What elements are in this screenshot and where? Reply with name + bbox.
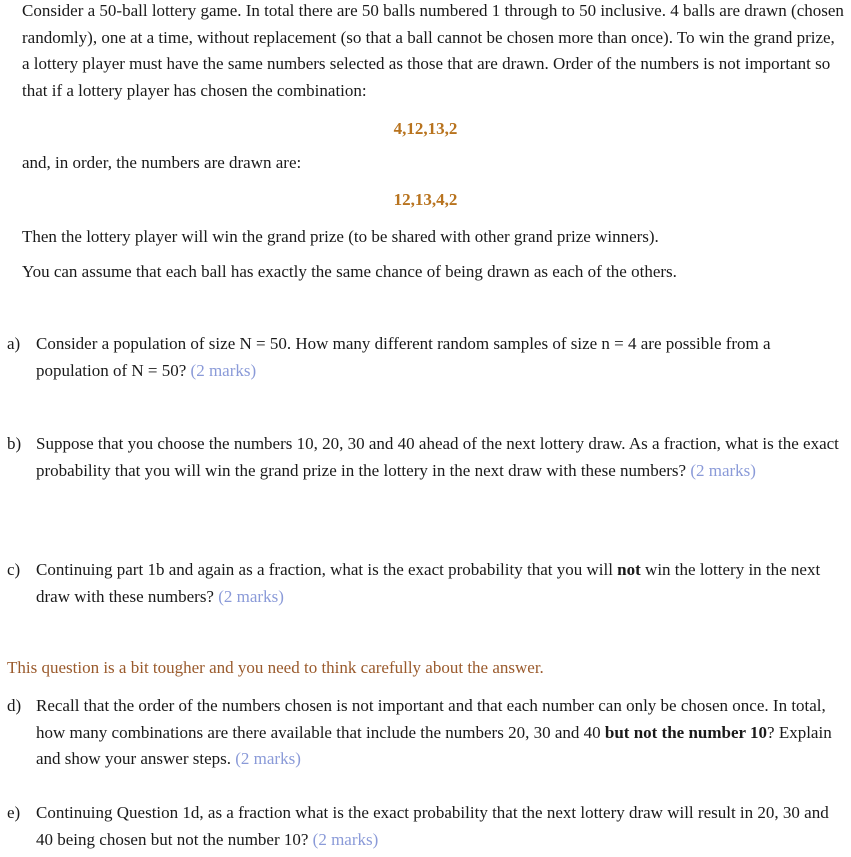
question-label: c)	[7, 560, 21, 579]
marks-badge: (2 marks)	[312, 829, 379, 849]
question-e	[7, 800, 847, 853]
question-text: Suppose that you choose the numbers 10, 20, 30 and 40 ahead of the next lottery draw. As a fraction, what is the exact probability that you will win the grand prize in the lottery in the next draw with these numbers?	[36, 434, 839, 480]
question-text: Recall that the order of the numbers chosen is not important and that each number can only be chosen once. In total, how many combinations are there available that include the numbers 20, 30 and 40	[36, 696, 826, 742]
question-text: Continuing part 1b and again as a fraction, what is the exact probability that you will	[36, 560, 618, 579]
question-text-end: ? Explain and show your answer steps.	[36, 722, 832, 768]
intro-assumption-text: You can assume that each ball has exactly the same chance of being drawn as each of the others.	[22, 262, 677, 281]
marks-badge: (2 marks)	[235, 749, 301, 768]
question-d	[7, 693, 847, 773]
emphasis-but-not: but not the number 10	[604, 722, 768, 742]
question-a	[7, 331, 847, 384]
emphasis-not: not	[617, 560, 641, 579]
marks-badge: (2 marks)	[218, 586, 284, 606]
question-label: d)	[7, 696, 22, 715]
intro-drawn-text: and, in order, the numbers are drawn are:	[22, 153, 302, 172]
marks-badge: (2 marks)	[690, 460, 756, 480]
example-combination-chosen: 4,12,13,2	[393, 119, 458, 138]
difficulty-note: This question is a bit tougher and you need to think carefully about the answer.	[7, 658, 544, 677]
question-text: Continuing Question 1d, as a fraction what is the exact probability that the next lottery draw will result in 20, 30 and 40 being chosen but not the number 10?	[36, 803, 829, 849]
question-label: e)	[7, 803, 21, 822]
question-text: Consider a population of size N = 50. How many different random samples of size n = 4 are possible from a population of N = 50?	[36, 334, 771, 380]
marks-badge: (2 marks)	[190, 360, 257, 380]
question-label: b)	[7, 434, 22, 453]
example-combination-drawn: 12,13,4,2	[393, 190, 458, 209]
question-b	[7, 431, 847, 484]
intro-win-text: Then the lottery player will win the grand prize (to be shared with other grand prize winners).	[22, 227, 659, 246]
intro-paragraph: Consider a 50-ball lottery game. In total there are 50 balls numbered 1 through to 50 inclusive. 4 balls are drawn (chosen randomly), one at a time, without replacement (so that a ball cannot be chosen more than once). To win the grand prize, a lottery player must have the same numbers selected as those that are drawn. Order of the numbers is not important so that if a lottery player has chosen the combination:	[22, 1, 844, 100]
question-text-end: win the lottery in the next draw with these numbers?	[36, 560, 821, 606]
question-c	[7, 557, 847, 610]
question-label: a)	[7, 334, 21, 353]
